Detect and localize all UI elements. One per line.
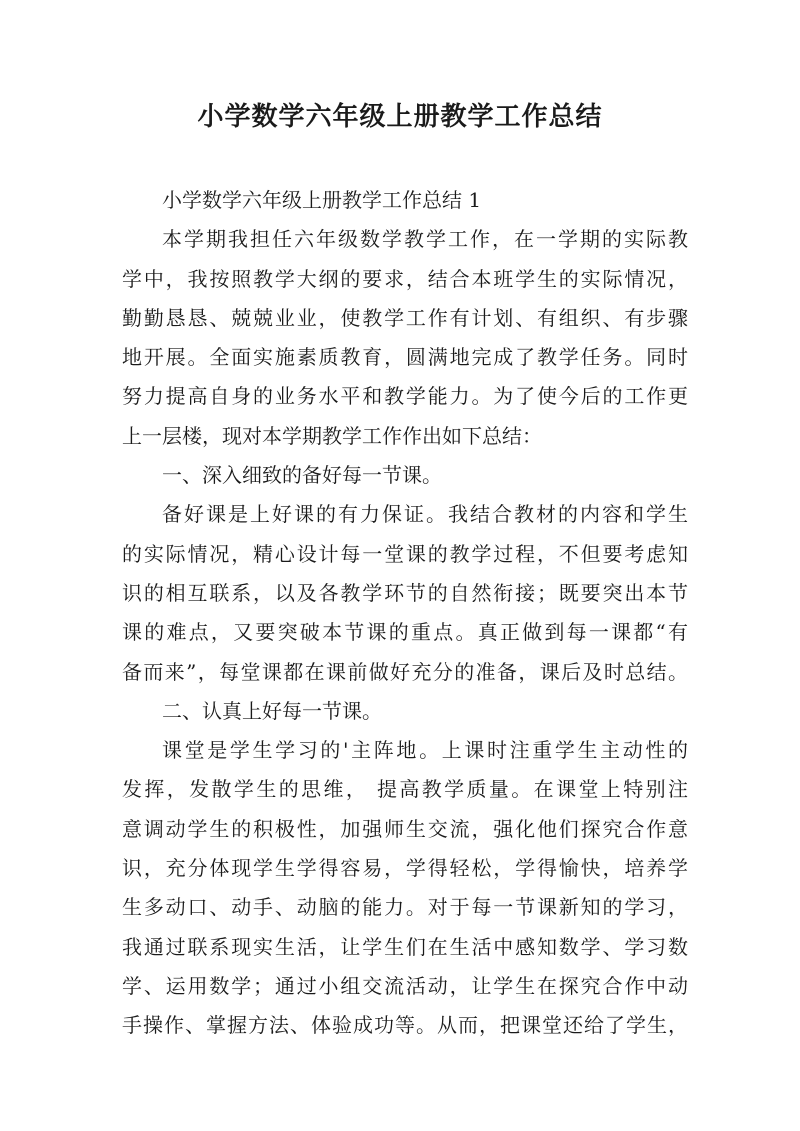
- text-line: 生多动口、动手、动脑的能力。对于每一节课新知的学习，: [122, 895, 688, 920]
- text-line: 的实际情况，精心设计每一堂课的教学过程，不但要考虑知: [122, 541, 688, 566]
- text-line: 手操作、掌握方法、体验成功等。从而，把课堂还给了学生，: [122, 1013, 688, 1038]
- text-line: 备好课是上好课的有力保证。我结合教材的内容和学生: [162, 502, 688, 527]
- text-line: 一、深入细致的备好每一节课。: [162, 463, 442, 488]
- text-line: 课堂是学生学习的'主阵地。上课时注重学生主动性的: [162, 738, 688, 763]
- text-line: 努力提高自身的业务水平和教学能力。为了使今后的工作更: [122, 384, 688, 409]
- text-line: 学中，我按照教学大纲的要求，结合本班学生的实际情况，: [122, 266, 688, 291]
- text-line: 课的难点，又要突破本节课的重点。真正做到每一课都“有: [122, 620, 688, 645]
- text-line: 发挥，发散学生的思维， 提高教学质量。在课堂上特别注: [122, 777, 688, 802]
- text-line: 识，充分体现学生学得容易，学得轻松，学得愉快，培养学: [122, 856, 688, 881]
- text-line: 意调动学生的积极性，加强师生交流，强化他们探究合作意: [122, 816, 688, 841]
- document-title: 小学数学六年级上册教学工作总结: [197, 102, 603, 132]
- text-line: 备而来”，每堂课都在课前做好充分的准备，课后及时总结。: [122, 659, 688, 684]
- text-line: 小学数学六年级上册教学工作总结 1: [162, 188, 482, 212]
- document-body: [122, 181, 688, 1046]
- text-line: 地开展。全面实施素质教育，圆满地完成了教学任务。同时: [122, 345, 688, 370]
- text-line: 我通过联系现实生活，让学生们在生活中感知数学、学习数: [122, 934, 688, 959]
- text-line: 勤勤恳恳、兢兢业业，使教学工作有计划、有组织、有步骤: [122, 305, 688, 330]
- text-line: 本学期我担任六年级数学教学工作，在一学期的实际教: [162, 227, 688, 252]
- text-line: 上一层楼，现对本学期教学工作作出如下总结：: [122, 423, 542, 448]
- text-line: 识的相互联系，以及各教学环节的自然衔接；既要突出本节: [122, 580, 688, 605]
- text-line: 二、认真上好每一节课。: [162, 698, 382, 723]
- text-line: 学、运用数学；通过小组交流活动，让学生在探究合作中动: [122, 973, 688, 998]
